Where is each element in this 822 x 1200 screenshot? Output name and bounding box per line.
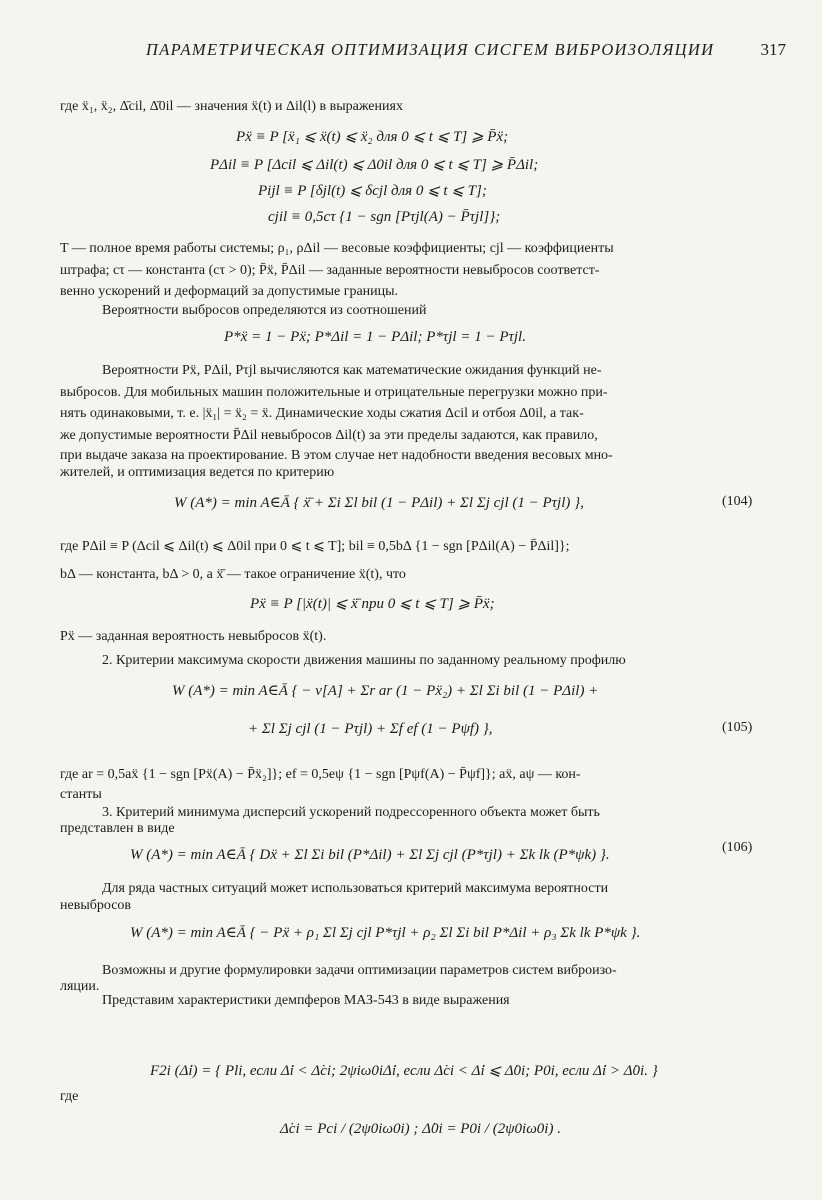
text-line: же допустимые вероятности P̄Δil невыбросов Δil(t) за эти пределы задаются, как правило,: [60, 428, 598, 443]
text-line: станты: [60, 787, 102, 802]
equation-number: (105): [722, 720, 753, 735]
formula-line: W (A*) = min A∈Ā { Dẍ + Σl Σi bil (P*Δil) + Σl Σj cjl (P*τjl) + Σk lk (P*ψk) }.: [130, 847, 610, 863]
text-line: представлен в виде: [60, 821, 175, 836]
text-line: Вероятности Pẍ, PΔil, Pτjl вычисляются как математические ожидания функций не-: [102, 363, 602, 378]
text-line: Для ряда частных ситуаций может использоваться критерий максимума вероятности: [102, 881, 609, 896]
formula-line: Δ̇ci = Pci / (2ψ0iω0i) ; Δ̇0i = P0i / (2ψ0iω0i) .: [280, 1121, 561, 1137]
formula-line: W (A*) = min A∈Ā { − Pẍ + ρ₁ Σl Σj cjl P*τjl + ρ₂ Σl Σi bil P*Δil + ρ₃ Σk lk P*ψk }.: [130, 925, 641, 941]
text-line: где PΔil ≡ P (Δcil ⩽ Δil(t) ⩽ Δ0il при 0 ⩽ t ⩽ T]; bil ≡ 0,5bΔ {1 − sgn [PΔil(A) − P̄Δil]};: [60, 539, 570, 554]
text-line: T — полное время работы системы; ρ₁, ρΔil — весовые коэффициенты; cjl — коэффициенты: [60, 241, 614, 256]
text-line: 2. Критерии максимума скорости движения машины по заданному реальному профилю: [102, 653, 626, 668]
text-line: ляции.: [60, 979, 100, 994]
text-line: венно ускорений и деформаций за допустимые границы.: [60, 284, 399, 299]
formula-line: P*ẍ = 1 − Pẍ; P*Δil = 1 − PΔil; P*τjl = 1 − Pτjl.: [224, 329, 526, 345]
running-head: ПАРАМЕТРИЧЕСКАЯ ОПТИМИЗАЦИЯ СИСГЕМ ВИБРОИЗОЛЯЦИИ: [146, 40, 715, 59]
formula-line: Pẍ ≡ P [|ẍ(t)| ⩽ ẍ̄ при 0 ⩽ t ⩽ T] ⩾ P̄ẍ;: [250, 596, 495, 612]
text-line: нять одинаковыми, т. е. |ẍ₁| = ẍ₂ = ẍ. Динамические ходы сжатия Δcil и отбоя Δ0il, а так-: [60, 406, 584, 421]
text-line: невыбросов: [60, 898, 132, 913]
formula-line: + Σl Σj cjl (1 − Pτjl) + Σf ef (1 − Pψf) },: [248, 721, 493, 737]
text-line: где ar = 0,5aẍ {1 − sgn [Pẍ(A) − P̄ẍ₂]}; ef = 0,5eψ {1 − sgn [Pψf(A) − P̄ψf]}; aẍ, aψ — кон-: [60, 767, 581, 782]
equation-number: (106): [722, 840, 753, 855]
formula-line: cjil ≡ 0,5cτ {1 − sgn [Pτjl(A) − P̄τjl]};: [268, 209, 501, 225]
formula-line: Pijl ≡ P [δjl(t) ⩽ δcjl для 0 ⩽ t ⩽ T];: [258, 183, 487, 199]
text-line: выбросов. Для мобильных машин положительные и отрицательные перегрузки можно при-: [60, 385, 608, 400]
text-line: жителей, и оптимизация ведется по критерию: [60, 465, 335, 480]
text-line: где: [60, 1089, 79, 1104]
text-line: Возможны и другие формулировки задачи оптимизации параметров систем виброизо-: [102, 963, 617, 978]
text-line: при выдаче заказа на проектирование. В этом случае нет надобности введения весовых мно-: [60, 448, 613, 463]
text-line: 3. Критерий минимума дисперсий ускорений подрессоренного объекта может быть: [102, 805, 600, 820]
formula-line: PΔil ≡ P [Δcil ⩽ Δil(t) ⩽ Δ0il для 0 ⩽ t ⩽ T] ⩾ P̄Δil;: [210, 157, 539, 173]
page-header: [146, 40, 786, 70]
formula-line: F2i (Δ̇i) = { Pli, если Δ̇i < Δ̇ci; 2ψiω0iΔ̇i, если Δ̇ci < Δ̇i ⩽ Δ̇0i; P0i, если Δ̇i > Δ̇0i. }: [150, 1063, 658, 1079]
text-line: Представим характеристики демпферов МАЗ-543 в виде выражения: [102, 993, 510, 1008]
text-line: Вероятности выбросов определяются из соотношений: [102, 303, 427, 318]
equation-number: (104): [722, 494, 753, 509]
text-line: bΔ — константа, bΔ > 0, а ẍ̄ — такое ограничение ẍ(t), что: [60, 567, 406, 582]
page-number: 317: [760, 40, 786, 59]
text-line: штрафа; cτ — константа (cτ > 0); P̄ẍ, P̄Δil — заданные вероятности невыбросов соответст-: [60, 263, 600, 278]
formula-line: W (A*) = min A∈Ā { ẍ̄ + Σi Σl bil (1 − PΔil) + Σl Σj cjl (1 − Pτjl) },: [174, 495, 584, 511]
formula-line: W (A*) = min A∈Ā { − v[A] + Σr ar (1 − Pẍ₂) + Σl Σi bil (1 − PΔil) +: [172, 683, 599, 699]
text-line: где ẍ₁, ẍ₂, Δ̄cil, Δ̄0il — значения ẍ(t) и Δil(l) в выражениях: [60, 99, 403, 114]
formula-line: Pẍ ≡ P [ẍ₁ ⩽ ẍ(t) ⩽ ẍ₂ для 0 ⩽ t ⩽ T] ⩾ P̄ẍ;: [236, 129, 509, 145]
text-line: Pẍ — заданная вероятность невыбросов ẍ(t).: [60, 629, 327, 644]
